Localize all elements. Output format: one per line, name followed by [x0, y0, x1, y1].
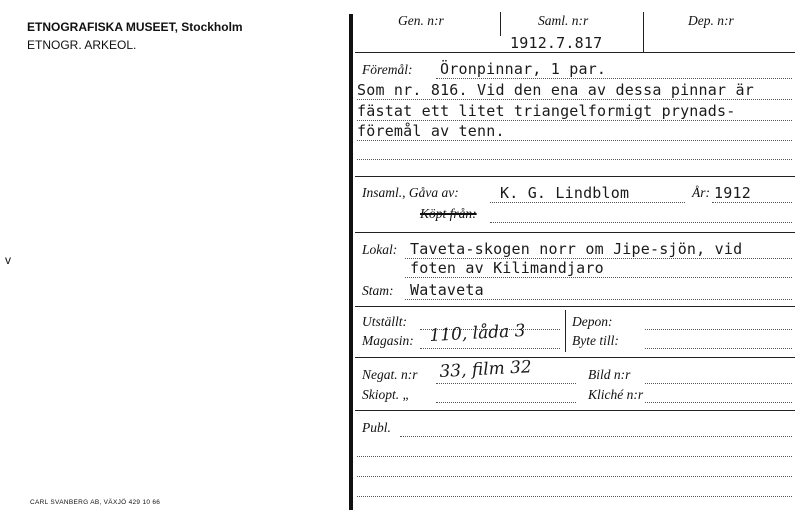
utstallt-label: Utställt: [362, 314, 408, 329]
foremal-line-1: Öronpinnar, 1 par. [440, 60, 607, 78]
negat-label: Negat. n:r [362, 367, 418, 382]
stam-rule [355, 306, 795, 307]
storage-divider [565, 310, 566, 352]
skiopt-label: Skiopt. „ [362, 387, 411, 402]
publ-label: Publ. [362, 420, 391, 435]
negative-rule [355, 410, 795, 411]
insaml-label: Insaml., Gåva av: [362, 185, 459, 200]
saml-number-label: Saml. n:r [538, 13, 589, 28]
foremal-line-4: föremål av tenn. [357, 122, 505, 140]
year-value: 1912 [714, 184, 751, 202]
header-divider-2 [643, 12, 644, 52]
institution-department: ETNOGR. ARKEOL. [27, 38, 137, 52]
cliche-label: Kliché n:r [588, 387, 644, 402]
foremal-rule [355, 176, 795, 177]
saml-number-value: 1912.7.817 [510, 34, 603, 52]
bild-label: Bild n:r [588, 367, 631, 382]
byte-label: Byte till: [572, 333, 619, 348]
foremal-line-2: Som nr. 816. Vid den ena av dessa pinnar är [357, 81, 754, 99]
lokal-label: Lokal: [362, 242, 398, 257]
negat-value: 33, film 32 [438, 357, 533, 382]
kopt-label: Köpt från: [420, 206, 477, 221]
insaml-rule [355, 232, 795, 233]
stam-label: Stam: [362, 283, 394, 298]
foremal-line-3: fästat ett litet triangelformigt prynads- [357, 102, 736, 120]
foremal-label: Föremål: [362, 62, 413, 77]
magasin-label: Magasin: [362, 333, 414, 348]
side-mark: v [5, 253, 11, 267]
year-label: År: [692, 185, 710, 200]
gen-number-label: Gen. n:r [398, 13, 444, 28]
header-divider-1 [500, 12, 501, 36]
institution-name: ETNOGRAFISKA MUSEET, [27, 20, 178, 34]
printer-footer: CARL SVANBERG AB, VÄXJÖ 429 10 66 [30, 499, 161, 506]
card-spine [349, 14, 353, 510]
lokal-line-2: foten av Kilimandjaro [410, 259, 604, 277]
depon-label: Depon: [572, 314, 613, 329]
institution-city: Stockholm [181, 20, 243, 34]
lokal-line-1: Taveta-skogen norr om Jipe-sjön, vid [410, 240, 743, 258]
dep-number-label: Dep. n:r [688, 13, 734, 28]
storage-rule [355, 357, 795, 358]
header-rule [355, 52, 795, 53]
institution-name-line [27, 20, 243, 34]
stam-value: Wataveta [410, 281, 484, 299]
magasin-value: 110, låda 3 [428, 320, 526, 346]
insaml-value: K. G. Lindblom [500, 184, 630, 202]
